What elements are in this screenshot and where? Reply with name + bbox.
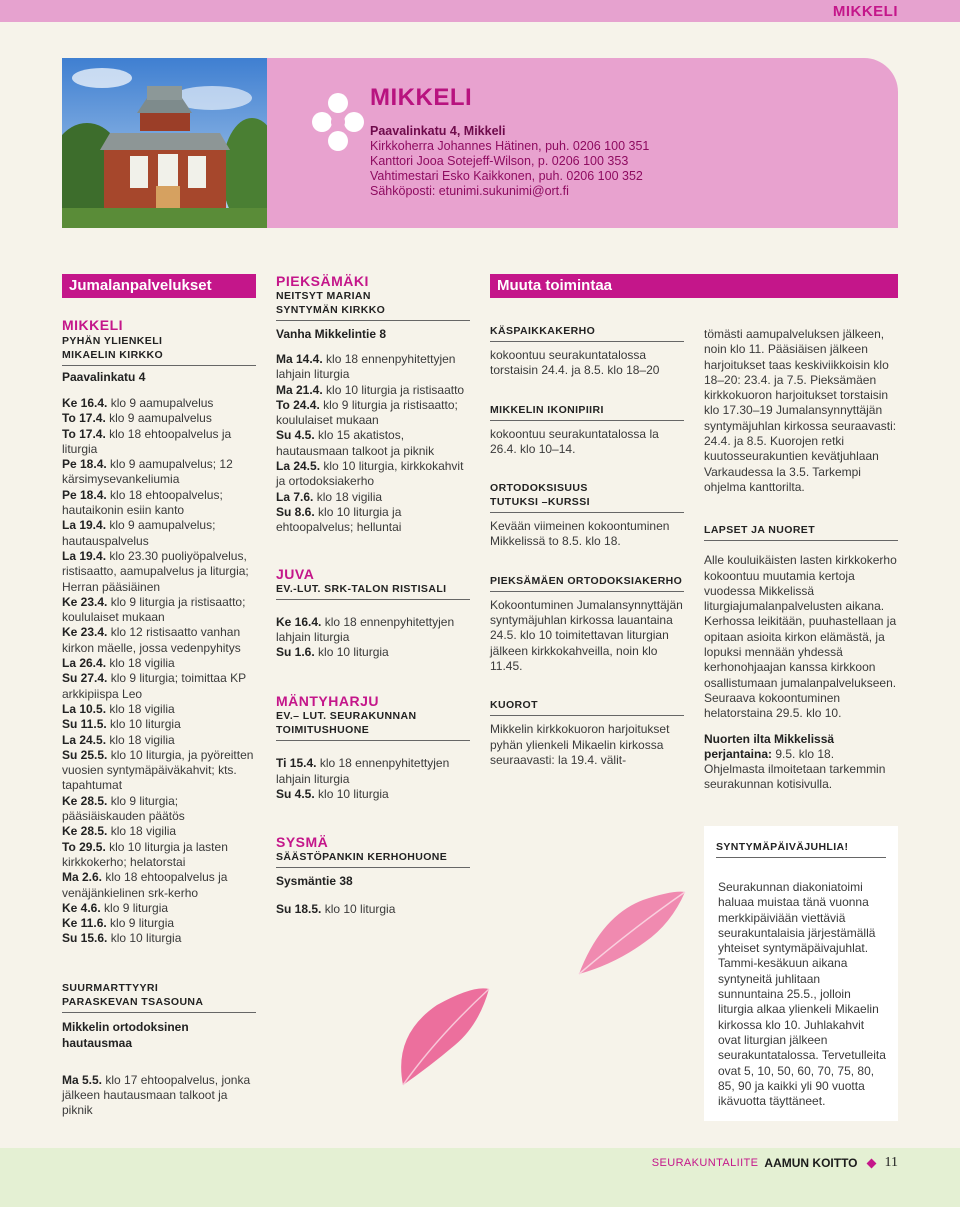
service-date: Ma 14.4. bbox=[276, 352, 323, 366]
service-date: To 29.5. bbox=[62, 839, 106, 854]
section-heading-mantyharju: MÄNTYHARJU bbox=[276, 693, 379, 710]
top-tab-label: MIKKELI bbox=[832, 3, 898, 20]
service-entry bbox=[276, 428, 470, 459]
activity-heading-line: KÄSPAIKKAKERHO bbox=[490, 325, 596, 337]
service-list bbox=[62, 1073, 256, 1119]
service-date: La 19.4. bbox=[62, 548, 107, 563]
service-date: La 10.5. bbox=[62, 701, 107, 716]
service-description: klo 17 ehtoopalvelus, jonka jälkeen hautausmaan talkoot ja piknik bbox=[62, 1072, 251, 1118]
church-address: Vanha Mikkelintie 8 bbox=[276, 327, 387, 341]
church-photo bbox=[62, 58, 267, 228]
birthday-card-title: SYNTYMÄPÄIVÄJUHLIA! bbox=[716, 840, 886, 858]
service-date: Su 4.5. bbox=[276, 428, 315, 443]
service-entry bbox=[62, 396, 256, 411]
youth-evening-lead: Nuorten ilta Mikkelissä perjantaina: bbox=[704, 731, 835, 761]
church-heading bbox=[276, 709, 470, 741]
church-heading-line: MIKAELIN KIRKKO bbox=[62, 349, 164, 361]
service-description: klo 9 aamupalvelus bbox=[107, 396, 214, 410]
contact-line: Kirkkoherra Johannes Hätinen, puh. 0206 100 351 bbox=[370, 139, 650, 153]
email-link[interactable]: Sähköposti: etunimi.sukunimi@ort.fi bbox=[370, 184, 569, 198]
service-entry bbox=[276, 383, 470, 398]
service-entry bbox=[276, 645, 470, 660]
service-date: La 7.6. bbox=[276, 489, 314, 504]
activity-heading bbox=[490, 324, 684, 342]
service-description: klo 10 liturgia ja ristisaatto bbox=[322, 382, 465, 397]
service-date: Ke 4.6. bbox=[62, 900, 101, 915]
service-entry bbox=[62, 595, 256, 626]
service-date: Pe 18.4. bbox=[62, 457, 107, 472]
flower-icon bbox=[312, 92, 364, 152]
youth-evening-detail: 9.5. klo 18. Ohjelmasta ilmoitetaan tarkemmin seurakunnan kotisivulla. bbox=[704, 746, 886, 792]
activity-heading bbox=[490, 698, 684, 716]
service-entry bbox=[276, 352, 470, 383]
service-entry bbox=[276, 787, 470, 802]
service-description: klo 10 liturgia bbox=[107, 931, 182, 946]
service-entry bbox=[62, 901, 256, 916]
service-entry bbox=[62, 656, 256, 671]
service-date: Ke 16.4. bbox=[62, 396, 108, 410]
service-description: klo 10 liturgia ja ehtoopalvelus; helluntai bbox=[276, 504, 402, 535]
service-entry bbox=[62, 488, 256, 519]
church-heading-line: SYNTYMÄN KIRKKO bbox=[276, 304, 386, 316]
contact-line: Paavalinkatu 4, Mikkeli bbox=[370, 124, 506, 138]
service-description: klo 9 liturgia bbox=[100, 900, 169, 915]
activity-block bbox=[490, 324, 684, 379]
footer bbox=[652, 1155, 898, 1171]
service-date: Su 1.6. bbox=[276, 645, 315, 660]
service-entry bbox=[62, 671, 256, 702]
service-description: klo 9 aamupalvelus; 12 kärsimysevankeliumia bbox=[62, 457, 233, 487]
activity-heading-line: TUTUKSI –KURSSI bbox=[490, 496, 590, 509]
service-entry bbox=[62, 748, 256, 794]
service-description: klo 10 liturgia bbox=[106, 717, 181, 732]
birthday-card bbox=[704, 826, 898, 1121]
activity-text: Kevään viimeinen kokoontuminen Mikkelissä to 8.5. klo 18. bbox=[490, 519, 670, 549]
service-entry bbox=[276, 615, 470, 646]
activity-text: Kokoontuminen Jumalansynnyttäjän syntymäjuhlan kirkossa lauantaina 24.5. klo 10 toimitettavan liturgian jälkeen kirkkokahveilla, noin klo 11.45. bbox=[490, 597, 683, 673]
service-entry bbox=[62, 794, 256, 825]
service-description: klo 18 ehtoopalvelus; hautaikonin esiin kanto bbox=[62, 487, 223, 518]
service-description: klo 23.30 puoliyöpalvelus, ristisaatto, aamupalvelus ja liturgia; Herran pääsiäinen bbox=[62, 548, 249, 594]
chapel-address: Mikkelin ortodoksinen hautausmaa bbox=[62, 1019, 189, 1050]
services-column bbox=[62, 274, 256, 1119]
church-heading-line: SUURMARTTYYRI bbox=[62, 981, 159, 994]
service-date: Su 27.4. bbox=[62, 671, 108, 686]
service-date: Su 11.5. bbox=[62, 717, 107, 732]
other-locations-column bbox=[276, 273, 470, 918]
service-list bbox=[276, 902, 470, 917]
church-address: Sysmäntie 38 bbox=[276, 874, 353, 889]
activity-text: kokoontuu seurakuntatalossa torstaisin 24.4. ja 8.5. klo 18–20 bbox=[490, 348, 660, 378]
service-entry bbox=[62, 518, 256, 549]
parish-contact-block bbox=[370, 124, 649, 199]
service-description: klo 18 vigilia bbox=[107, 824, 177, 839]
church-heading bbox=[62, 334, 256, 366]
children-youth-text: Alle kouluikäisten lasten kirkkokerho kokoontuu muutamia kertoja vuodessa Mikkelissä liturgiajumalanpalvelusten aikana. Kerhossa leikitään, puuhastellaan ja opitaan asioita kirkon elämästä, ja lopuksi mennään yhdessä kerhonohjaajan kanssa kirkkoon osallistumaan jumalanpalvelukseen. Seuraava kokoontuminen helatorstaina 29.5. klo 10. bbox=[704, 553, 897, 721]
service-list bbox=[276, 352, 470, 536]
church-heading-line: PARASKEVAN TSASOUNA bbox=[62, 995, 204, 1008]
church-heading bbox=[276, 850, 470, 868]
choir-text-continued: tömästi aamupalveluksen jälkeen, noin klo 11. Pääsiäisen jälkeen harjoitukset taas keskiviikkoisin klo 18–20: 23.4. ja 7.5. Pieksämäen kirkkokuoron harjoitukset torstaisin klo 17.30–19 Jumalansynnyttäjän syntymäjuhlan kirkossa seuraavasti: 24.4. ja 8.5. Kuorojen retki kuutosseurakuntien kevätjuhlaan Varkaudessa la 3.5. Tarkempi ohjelma kanttorilta. bbox=[704, 327, 897, 494]
service-description: klo 9 liturgia ja ristisaatto; koululaiset mukaan bbox=[62, 594, 246, 625]
service-entry bbox=[62, 427, 256, 458]
diamond-icon bbox=[866, 1158, 876, 1168]
service-entry bbox=[62, 457, 256, 488]
service-entry bbox=[62, 824, 256, 839]
activity-heading-line: ORTODOKSISUUS bbox=[490, 482, 588, 495]
activity-block bbox=[490, 481, 684, 550]
activity-text: kokoontuu seurakuntatalossa la 26.4. klo 10–14. bbox=[490, 426, 659, 456]
church-heading-line: EV.-LUT. SRK-TALON RISTISALI bbox=[276, 582, 447, 595]
service-description: klo 18 vigilia bbox=[106, 656, 175, 671]
service-entry bbox=[62, 411, 256, 426]
church-address: Paavalinkatu 4 bbox=[62, 370, 146, 384]
section-heading-pieksamaki: PIEKSÄMÄKI bbox=[276, 273, 369, 289]
chapel-heading bbox=[62, 981, 256, 1013]
service-description: klo 10 liturgia, ja pyöreitten vuosien syntymäpäiväkahvit; kts. tapahtumat bbox=[62, 747, 254, 793]
church-heading-line: EV.– LUT. SEURAKUNNAN bbox=[276, 710, 417, 723]
contact-line: Vahtimestari Esko Kaikkonen, puh. 0206 100 352 bbox=[370, 169, 643, 183]
activity-block bbox=[490, 403, 684, 458]
birthday-card-text: Seurakunnan diakoniatoimi haluaa muistaa tänä vuonna merkkipäiviään viettäviä seurakuntalaisia järjestämällä yhteiset syntymäpäivajuhlat. Tammi-kesäkuun aikana syntyneitä juhlitaan sunnuntaina 25.5., jolloin liturgia alkaa ylienkeli Mikaelin kirkossa klo 10. Juhlakahvit ovat liturgian jälkeen seurakuntatalossa. Tervetulleita ovat 5, 10, 50, 60, 70, 75, 80, 85, 90 ja kaikki yli 90 vuotta ikävuotta täyttäneet. bbox=[718, 880, 886, 1109]
service-date: Ma 2.6. bbox=[62, 870, 103, 885]
service-list bbox=[276, 615, 470, 661]
service-date: Su 25.5. bbox=[62, 747, 108, 762]
activity-heading-line: PIEKSÄMÄEN ORTODOKSIAKERHO bbox=[490, 574, 683, 587]
service-description: klo 18 ennenpyhitettyjen lahjain liturgia bbox=[276, 614, 455, 644]
service-description: klo 9 liturgia; toimittaa KP arkkipiispa Leo bbox=[62, 671, 246, 701]
top-tab-bar bbox=[0, 0, 960, 22]
service-description: klo 18 vigilia bbox=[313, 489, 383, 504]
service-description: klo 9 aamupalvelus; hautauspalvelus bbox=[62, 518, 216, 548]
activity-text: Mikkelin kirkkokuoron harjoitukset pyhän ylienkeli Mikaelin kirkossa seuraavasti: la 19.4. välit- bbox=[490, 722, 670, 767]
church-heading bbox=[276, 582, 470, 600]
service-date: Ke 28.5. bbox=[62, 824, 108, 839]
activities-column bbox=[490, 274, 684, 792]
activity-heading-line: KUOROT bbox=[490, 699, 538, 712]
church-heading-line: NEITSYT MARIAN bbox=[276, 290, 371, 302]
feather-illustration bbox=[385, 985, 495, 1090]
service-description: klo 10 liturgia bbox=[314, 645, 389, 660]
service-description: klo 9 aamupalvelus bbox=[105, 411, 212, 426]
service-date: Ma 5.5. bbox=[62, 1072, 103, 1087]
activity-block bbox=[490, 574, 684, 674]
activities-column-continued bbox=[704, 327, 898, 793]
activity-heading bbox=[490, 574, 684, 592]
service-entry bbox=[276, 490, 470, 505]
church-heading bbox=[276, 289, 470, 321]
service-date: La 24.5. bbox=[62, 732, 107, 747]
service-entry bbox=[276, 505, 470, 536]
service-entry bbox=[62, 625, 256, 656]
activity-heading bbox=[490, 403, 684, 421]
service-date: Su 18.5. bbox=[276, 902, 322, 917]
service-description: klo 10 liturgia bbox=[321, 902, 396, 917]
activity-heading-line: MIKKELIN IKONIPIIRI bbox=[490, 403, 604, 416]
service-description: klo 18 ehtoopalvelus ja venäjänkielinen srk-kerho bbox=[62, 870, 228, 900]
service-description: klo 10 liturgia, kirkkokahvit ja ortodoksiakerho bbox=[276, 459, 464, 489]
service-entry bbox=[62, 733, 256, 748]
service-description: klo 9 liturgia ja ristisaatto; koululaiset mukaan bbox=[276, 397, 458, 428]
service-description: klo 9 liturgia; pääsiäiskauden päätös bbox=[62, 793, 185, 824]
service-entry bbox=[62, 549, 256, 595]
service-entry bbox=[62, 931, 256, 946]
service-entry bbox=[62, 870, 256, 901]
service-list bbox=[62, 396, 256, 947]
service-entry bbox=[62, 916, 256, 931]
service-date: Ti 15.4. bbox=[276, 756, 317, 771]
service-description: klo 18 vigilia bbox=[106, 701, 175, 716]
services-banner: Jumalanpalvelukset bbox=[62, 274, 256, 298]
service-date: To 17.4. bbox=[62, 426, 106, 441]
section-heading-mikkeli: MIKKELI bbox=[62, 317, 124, 333]
service-date: La 19.4. bbox=[62, 518, 107, 533]
service-date: Su 8.6. bbox=[276, 504, 315, 519]
service-entry bbox=[276, 398, 470, 429]
service-entry bbox=[62, 1073, 256, 1119]
service-description: klo 18 vigilia bbox=[106, 732, 175, 747]
service-description: klo 10 liturgia bbox=[314, 787, 389, 802]
service-date: Ma 21.4. bbox=[276, 382, 323, 397]
service-entry bbox=[62, 840, 256, 871]
service-description: klo 12 ristisaatto vanhan kirkon mäelle, jossa vedenpyhitys bbox=[62, 625, 241, 655]
contact-line: Kanttori Jooa Sotejeff-Wilson, p. 0206 100 353 bbox=[370, 154, 629, 168]
church-heading-line: SÄÄSTÖPANKIN KERHOHUONE bbox=[276, 851, 448, 864]
children-youth-heading: LAPSET JA NUORET bbox=[704, 523, 898, 541]
service-description: klo 9 liturgia bbox=[106, 916, 175, 931]
service-list bbox=[276, 756, 470, 802]
service-date: To 17.4. bbox=[62, 411, 106, 426]
service-description: klo 18 ehtoopalvelus ja liturgia bbox=[62, 426, 232, 456]
service-date: La 24.5. bbox=[276, 459, 321, 474]
service-date: Su 4.5. bbox=[276, 787, 315, 802]
service-entry bbox=[62, 702, 256, 717]
service-date: Su 15.6. bbox=[62, 931, 108, 946]
section-heading-juva: JUVA bbox=[276, 565, 315, 582]
page-title: MIKKELI bbox=[370, 84, 473, 111]
section-heading-sysma: SYSMÄ bbox=[276, 834, 329, 851]
service-description: klo 18 ennenpyhitettyjen lahjain liturgia bbox=[276, 756, 450, 786]
service-date: Ke 23.4. bbox=[62, 625, 108, 640]
service-date: Ke 23.4. bbox=[62, 594, 108, 609]
activities-banner: Muuta toimintaa bbox=[490, 274, 898, 298]
page-number: 11 bbox=[884, 1155, 898, 1170]
youth-evening-text bbox=[704, 732, 898, 793]
footer-section-label: SEURAKUNTALIITE bbox=[651, 1157, 759, 1169]
service-date: Ke 16.4. bbox=[276, 614, 322, 629]
service-entry bbox=[62, 717, 256, 732]
church-heading-line: TOIMITUSHUONE bbox=[276, 724, 370, 737]
service-date: Pe 18.4. bbox=[62, 487, 107, 502]
feather-illustration bbox=[573, 888, 688, 980]
service-date: La 26.4. bbox=[62, 656, 107, 671]
footer-brand: AAMUN KOITTO bbox=[764, 1156, 858, 1170]
activity-block bbox=[490, 698, 684, 768]
service-entry bbox=[276, 459, 470, 490]
service-date: To 24.4. bbox=[276, 397, 320, 412]
service-description: klo 18 ennenpyhitettyjen lahjain liturgia bbox=[276, 352, 456, 382]
church-heading-line: PYHÄN YLIENKELI bbox=[62, 335, 163, 347]
service-description: klo 10 liturgia ja lasten kirkkokerho; helatorstai bbox=[62, 839, 228, 869]
service-entry bbox=[276, 902, 470, 917]
activity-list bbox=[490, 324, 684, 768]
activity-heading bbox=[490, 481, 684, 513]
service-description: klo 15 akatistos, hautausmaan talkoot ja piknik bbox=[276, 428, 435, 458]
service-entry bbox=[276, 756, 470, 787]
service-date: Ke 11.6. bbox=[62, 916, 107, 931]
service-date: Ke 28.5. bbox=[62, 793, 108, 808]
